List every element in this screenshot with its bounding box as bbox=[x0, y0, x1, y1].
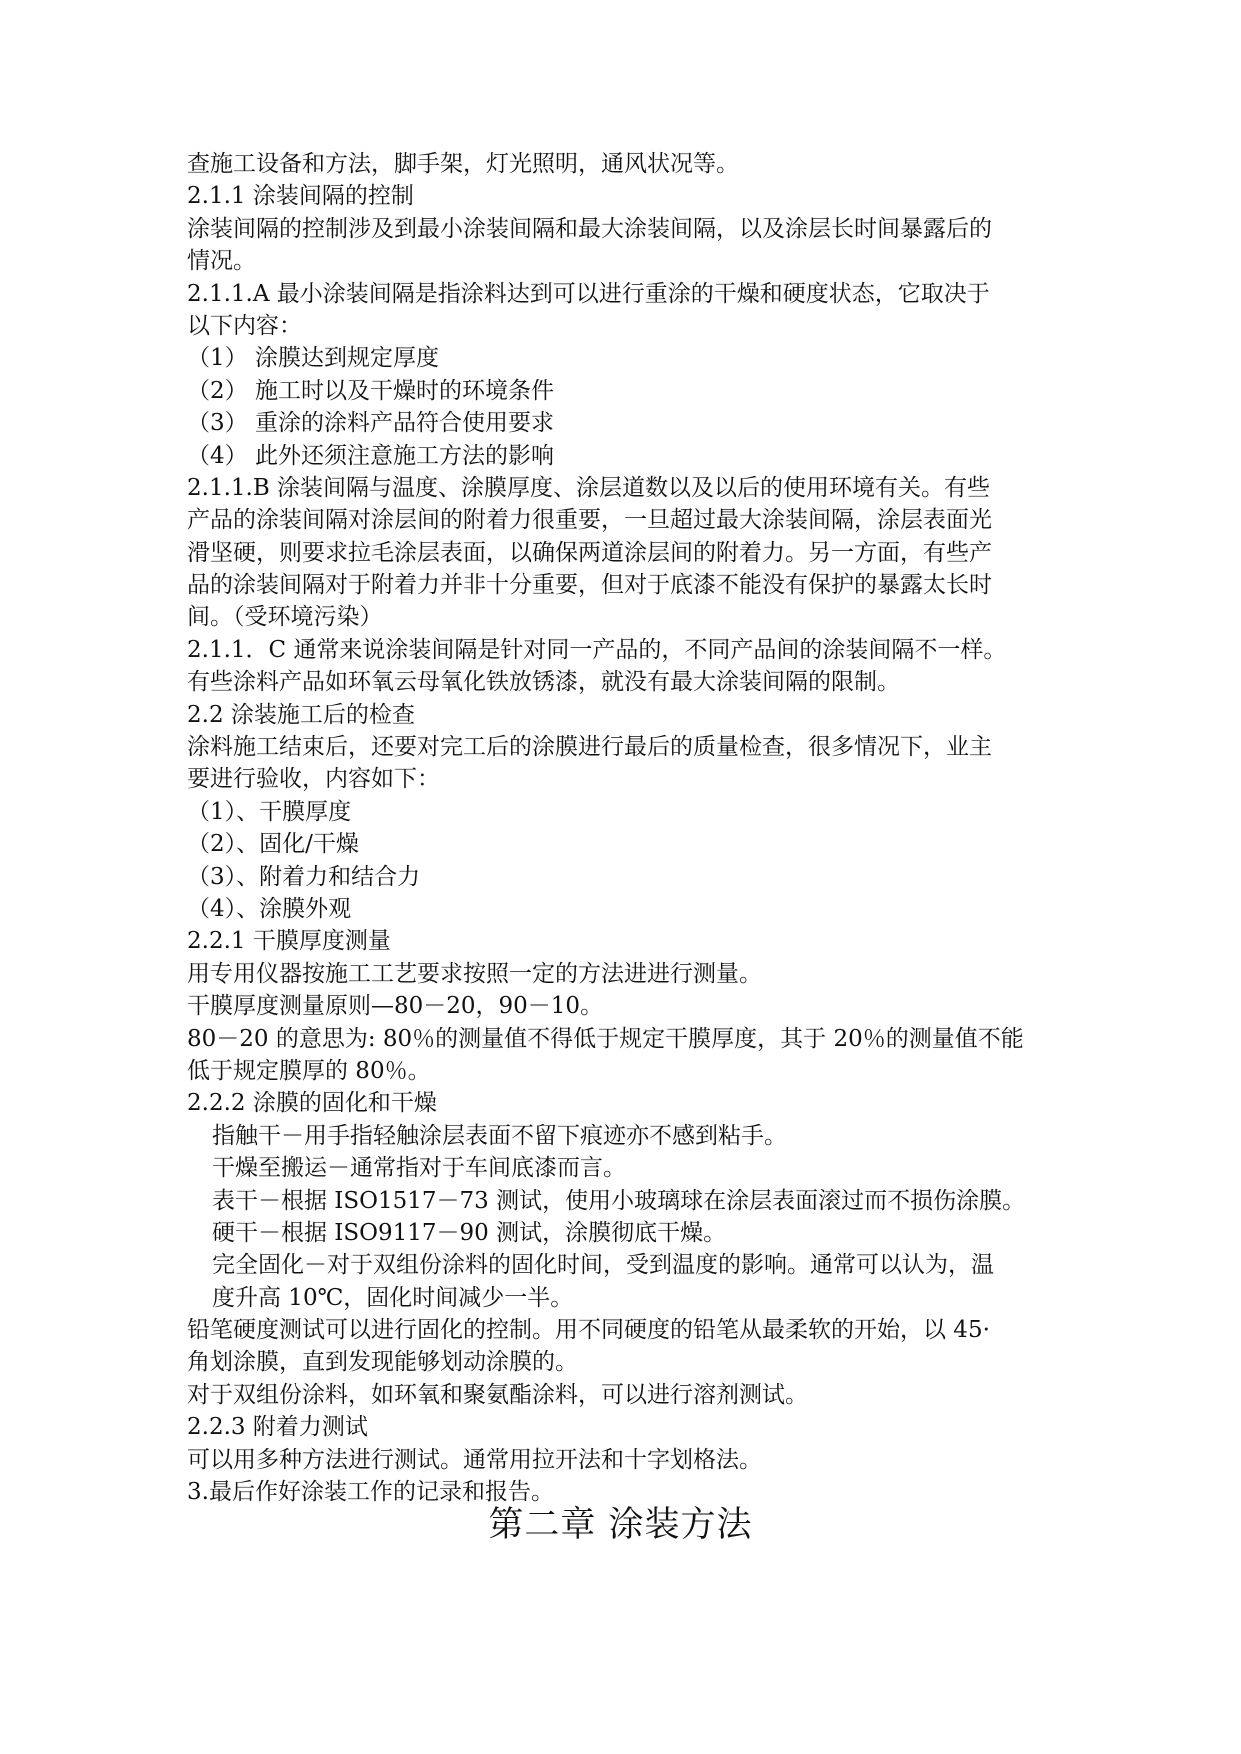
paragraph-line: 品的涂装间隔对于附着力并非十分重要，但对于底漆不能没有保护的暴露太长时 bbox=[187, 572, 992, 599]
paragraph-line: 以下内容： bbox=[187, 312, 302, 339]
section-heading: 2.2 涂装施工后的检查 bbox=[187, 701, 415, 728]
list-item: （1）、干膜厚度 bbox=[187, 798, 352, 825]
list-item: （3） 重涂的涂料产品符合使用要求 bbox=[187, 410, 554, 437]
section-heading: 2.2.1 干膜厚度测量 bbox=[187, 928, 391, 955]
paragraph-line: 滑坚硬，则要求拉毛涂层表面，以确保两道涂层间的附着力。另一方面，有些产 bbox=[187, 539, 992, 566]
paragraph-line: 度升高 10℃，固化时间减少一半。 bbox=[212, 1284, 574, 1311]
section-heading: 2.2.3 附着力测试 bbox=[187, 1414, 368, 1441]
section-heading: 2.2.2 涂膜的固化和干燥 bbox=[187, 1090, 437, 1117]
paragraph-line: 有些涂料产品如环氧云母氧化铁放锈漆，就没有最大涂装间隔的限制。 bbox=[187, 669, 900, 696]
paragraph-line: 角划涂膜，直到发现能够划动涂膜的。 bbox=[187, 1349, 578, 1376]
list-item: （4） 此外还须注意施工方法的影响 bbox=[187, 442, 554, 469]
list-item: （3）、附着力和结合力 bbox=[187, 863, 421, 890]
paragraph-line: 低于规定膜厚的 80％。 bbox=[187, 1057, 431, 1084]
paragraph-line: 完全固化－对于双组份涂料的固化时间，受到温度的影响。通常可以认为，温 bbox=[212, 1252, 994, 1279]
paragraph-line: 干燥至搬运－通常指对于车间底漆而言。 bbox=[212, 1155, 626, 1182]
paragraph-line: 涂料施工结束后，还要对完工后的涂膜进行最后的质量检查，很多情况下，业主 bbox=[187, 734, 992, 761]
paragraph-line: 80－20 的意思为: 80％的测量值不得低于规定干膜厚度，其于 20％的测量值不能 bbox=[187, 1025, 1024, 1052]
paragraph-line: 查施工设备和方法，脚手架，灯光照明，通风状况等。 bbox=[187, 151, 739, 177]
section-heading: 2.1.1 涂装间隔的控制 bbox=[187, 183, 414, 210]
paragraph-line: 间。（受环境污染） bbox=[187, 604, 383, 631]
list-item: （2）、固化/干燥 bbox=[187, 831, 359, 858]
paragraph-line: 产品的涂装间隔对涂层间的附着力很重要，一旦超过最大涂装间隔，涂层表面光 bbox=[187, 507, 992, 534]
paragraph-line: 对于双组份涂料，如环氧和聚氨酯涂料，可以进行溶剂测试。 bbox=[187, 1381, 808, 1408]
paragraph-line: 可以用多种方法进行测试。通常用拉开法和十字划格法。 bbox=[187, 1446, 762, 1473]
paragraph-line: 要进行验收，内容如下： bbox=[187, 766, 440, 793]
paragraph-line: 涂装间隔的控制涉及到最小涂装间隔和最大涂装间隔，以及涂层长时间暴露后的 bbox=[187, 215, 992, 242]
list-item: （2） 施工时以及干燥时的环境条件 bbox=[187, 377, 554, 404]
chapter-title: 第二章 涂装方法 bbox=[488, 1505, 753, 1545]
paragraph-line: 2.1.1．C 通常来说涂装间隔是针对同一产品的，不同产品间的涂装间隔不一样。 bbox=[187, 636, 1007, 663]
paragraph-line: 2.1.1.A 最小涂装间隔是指涂料达到可以进行重涂的干燥和硬度状态，它取决于 bbox=[187, 280, 990, 307]
paragraph-line: 硬干－根据 ISO9117－90 测试，涂膜彻底干燥。 bbox=[212, 1219, 727, 1246]
document-body bbox=[187, 148, 1057, 1508]
paragraph-line: 表干－根据 ISO1517－73 测试，使用小玻璃球在涂层表面滚过而不损伤涂膜。 bbox=[212, 1187, 1026, 1214]
list-item: （1） 涂膜达到规定厚度 bbox=[187, 345, 439, 372]
paragraph-line: 干膜厚度测量原则—80－20，90－10。 bbox=[187, 993, 604, 1020]
paragraph-line: 情况。 bbox=[187, 248, 256, 275]
list-item: （4）、涂膜外观 bbox=[187, 895, 352, 922]
paragraph-line: 指触干－用手指轻触涂层表面不留下痕迹亦不感到粘手。 bbox=[212, 1122, 787, 1149]
paragraph-line: 3.最后作好涂装工作的记录和报告。 bbox=[187, 1479, 554, 1506]
paragraph-line: 铅笔硬度测试可以进行固化的控制。用不同硬度的铅笔从最柔软的开始，以 45· bbox=[187, 1317, 990, 1344]
paragraph-line: 用专用仪器按施工工艺要求按照一定的方法进进行测量。 bbox=[187, 960, 762, 987]
paragraph-line: 2.1.1.B 涂装间隔与温度、涂膜厚度、涂层道数以及以后的使用环境有关。有些 bbox=[187, 474, 991, 501]
